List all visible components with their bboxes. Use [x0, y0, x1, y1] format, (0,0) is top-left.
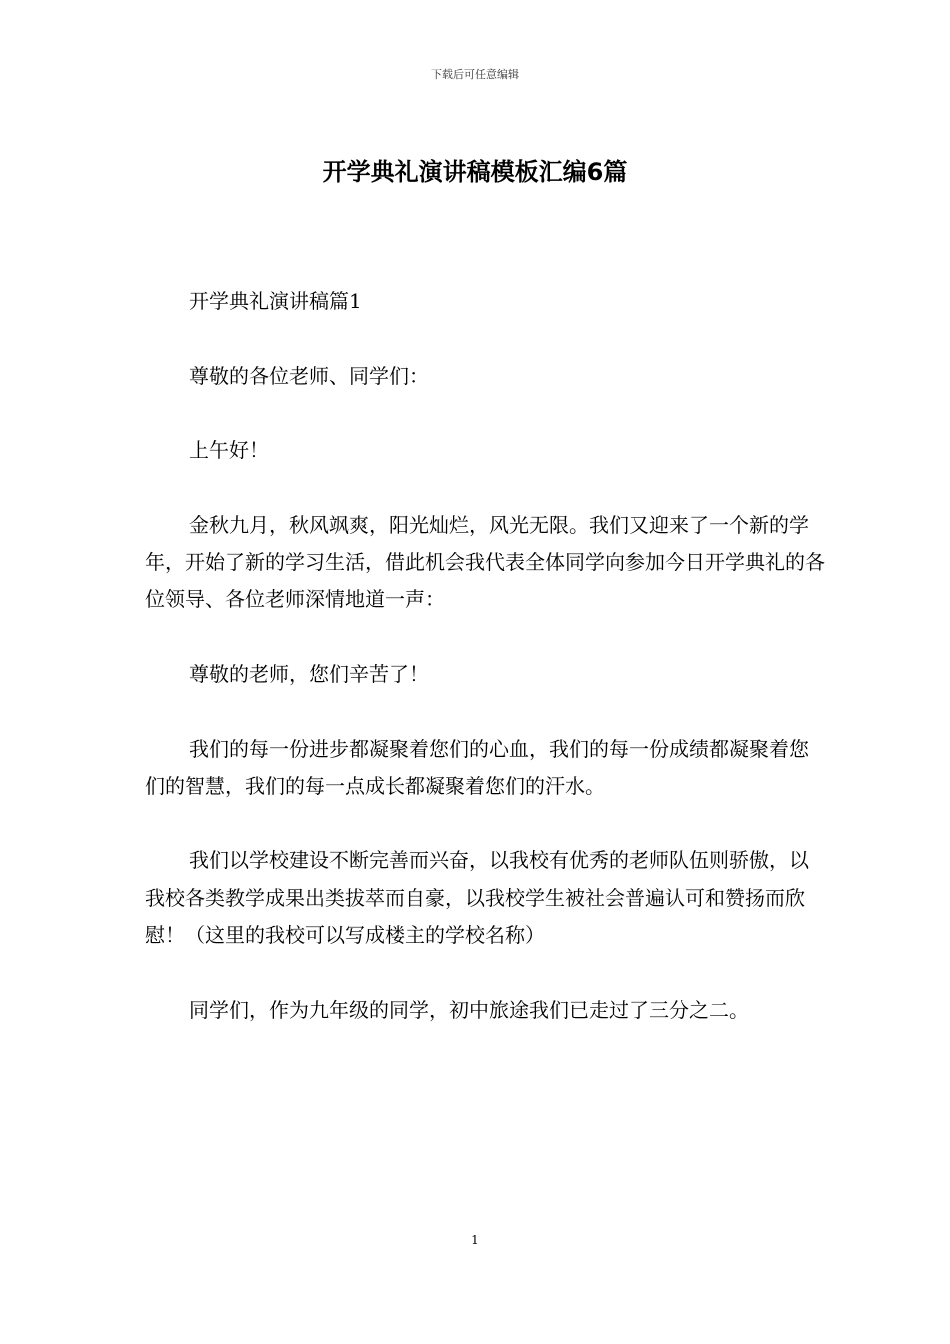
body-paragraph: 我们的每一份进步都凝聚着您们的心血，我们的每一份成绩都凝聚着您们的智慧，我们的每一点成长都凝聚着您们的汗水。	[145, 736, 809, 798]
page-number: 1	[471, 1233, 479, 1247]
salutation: 尊敬的各位老师、同学们：	[189, 363, 429, 388]
body-paragraph: 金秋九月，秋风飒爽，阳光灿烂，风光无限。我们又迎来了一个新的学年，开始了新的学习生活，借此机会我代表全体同学向参加今日开学典礼的各位领导、各位老师深情地道一声：	[145, 512, 825, 612]
greeting: 上午好！	[189, 438, 269, 463]
body-paragraph: 我们以学校建设不断完善而兴奋，以我校有优秀的老师队伍则骄傲，以我校各类教学成果出类拔萃而自豪，以我校学生被社会普遍认可和赞扬而欣慰！（这里的我校可以写成楼主的学校名称）	[145, 848, 809, 948]
header-note: 下载后可任意编辑	[431, 68, 519, 81]
document-title: 开学典礼演讲稿模板汇编6篇	[322, 158, 628, 186]
body-paragraph: 尊敬的老师，您们辛苦了！	[189, 661, 429, 686]
body-paragraph: 同学们，作为九年级的同学，初中旅途我们已走过了三分之二。	[189, 997, 749, 1022]
section-heading: 开学典礼演讲稿篇1	[189, 289, 362, 313]
document-body	[145, 283, 825, 1066]
